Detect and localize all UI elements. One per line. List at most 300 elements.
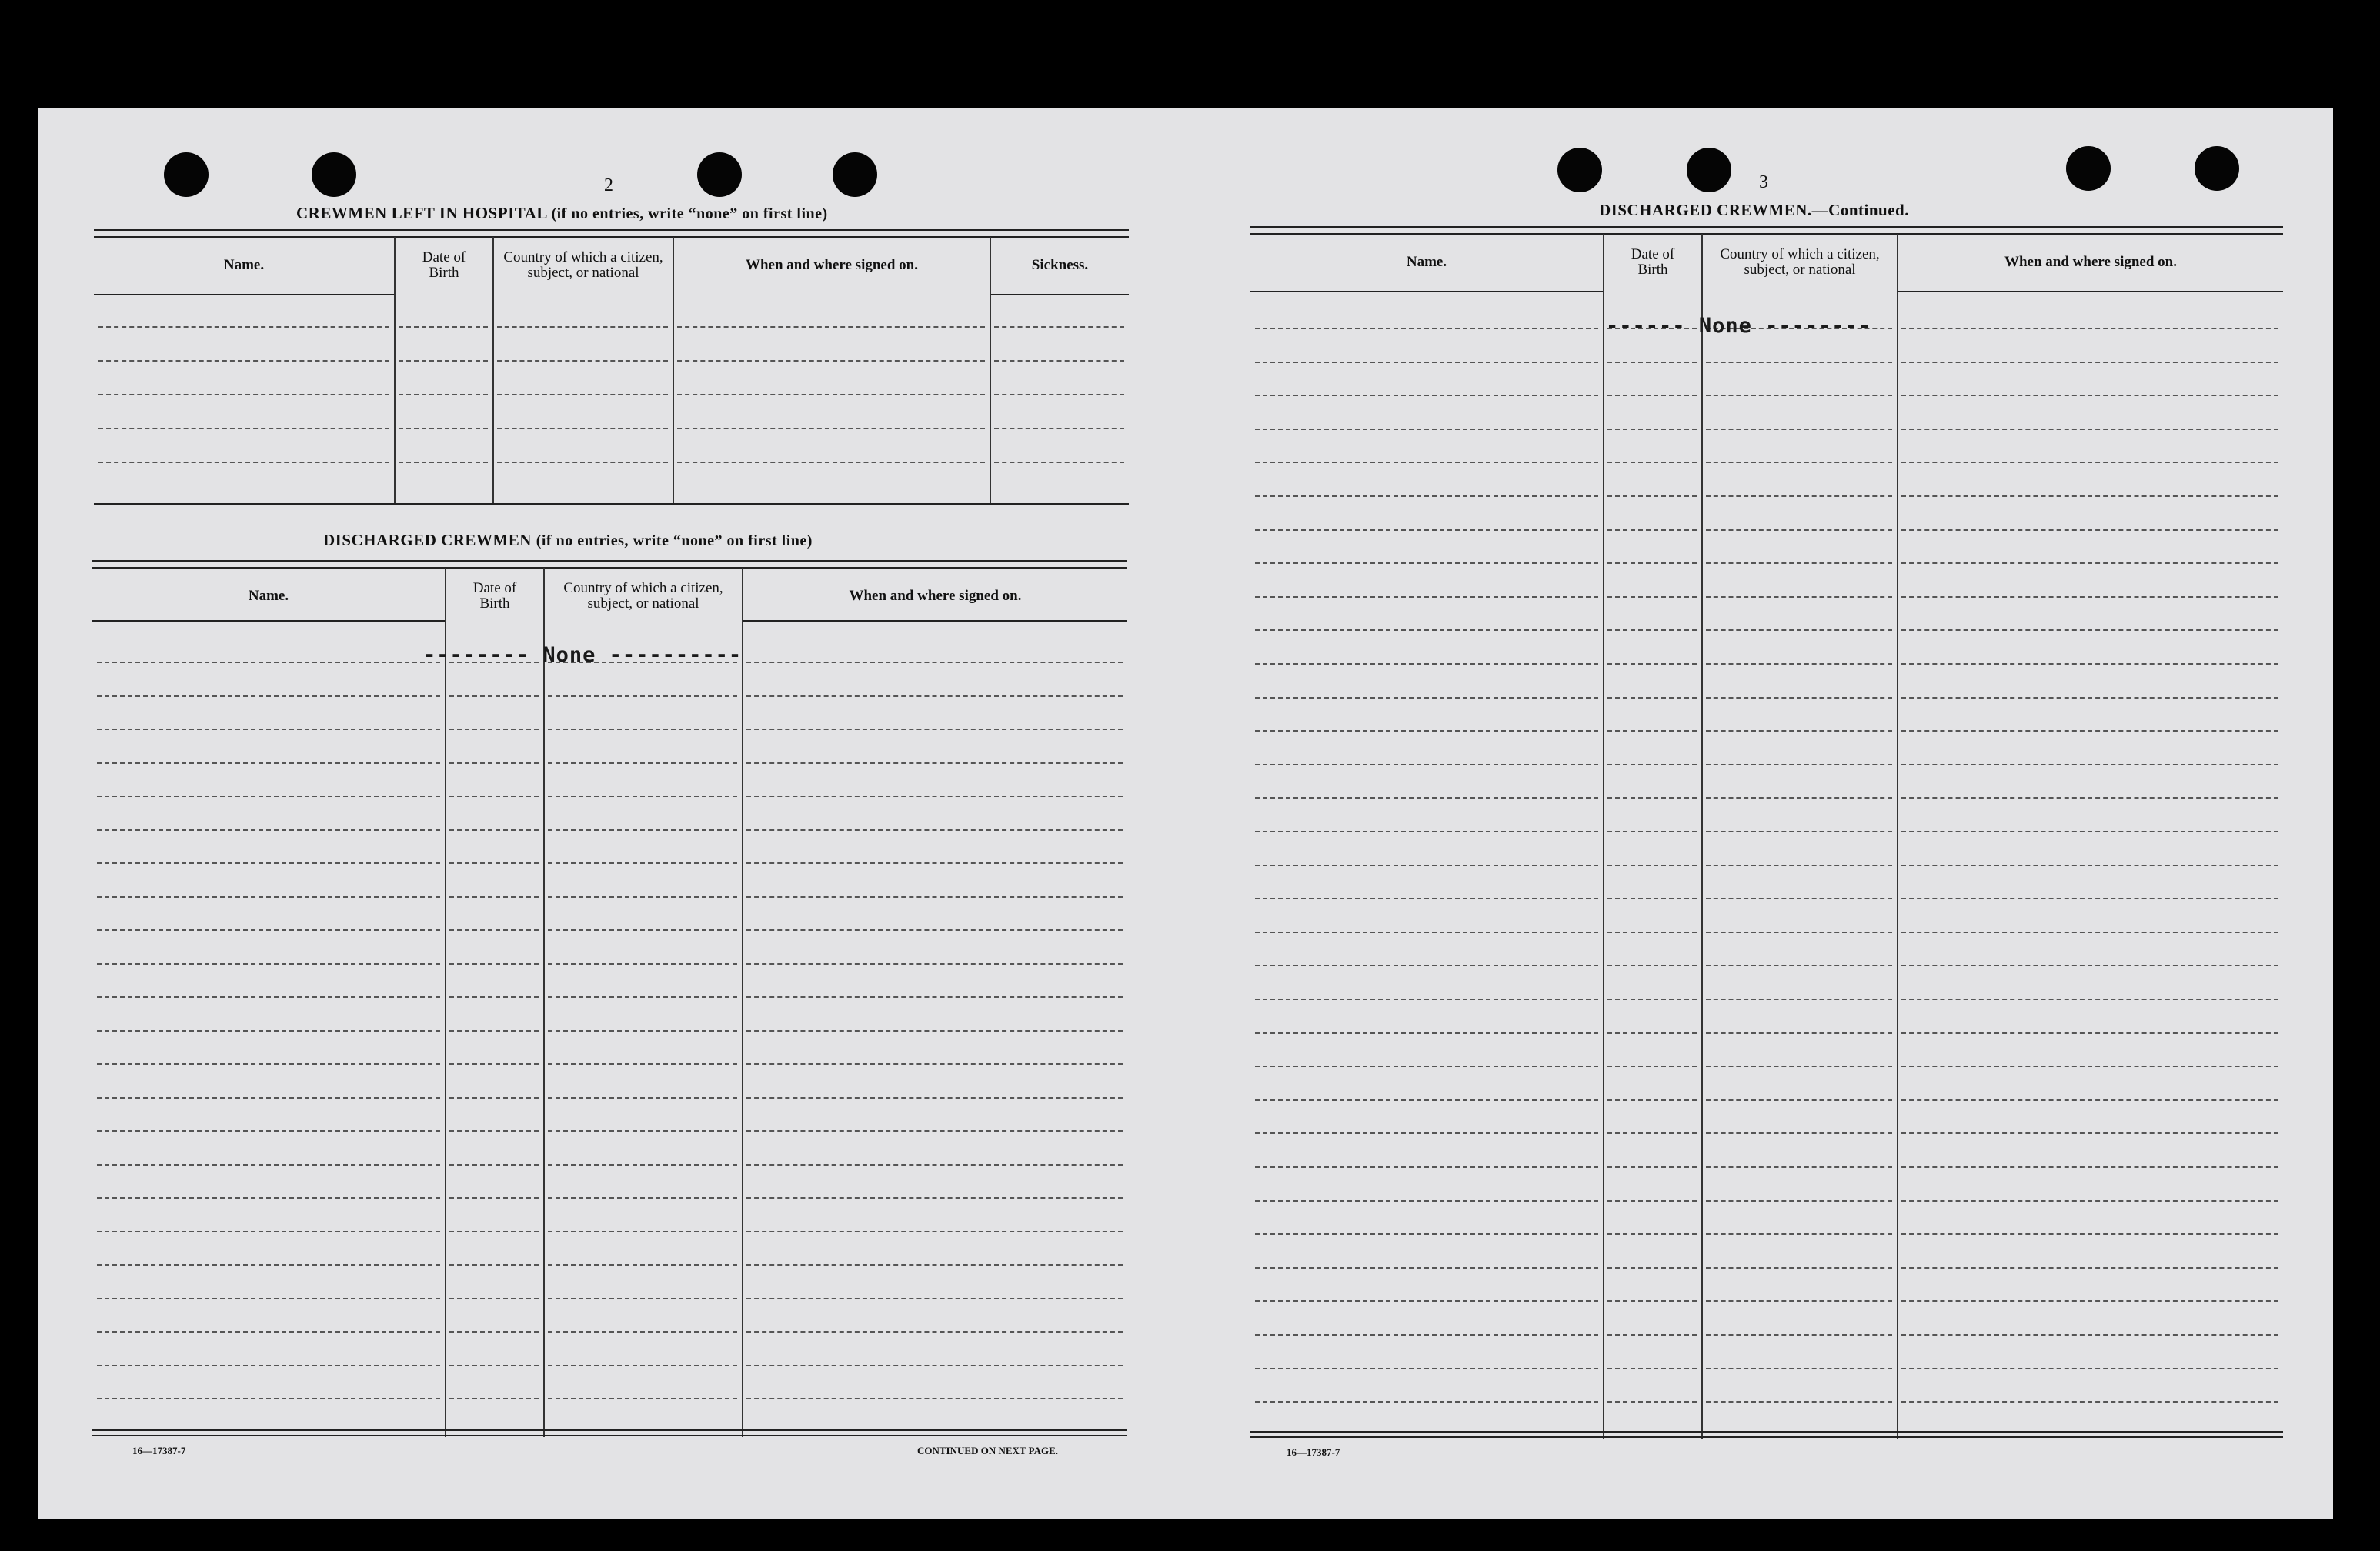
- form-line: [677, 428, 985, 429]
- form-line: [1255, 797, 1598, 799]
- header-rule: [743, 620, 1127, 622]
- form-line: [1607, 1066, 1697, 1067]
- form-line: [449, 796, 539, 797]
- form-line: [449, 1164, 539, 1166]
- form-line: [548, 963, 737, 965]
- form-line: [399, 394, 488, 395]
- table-top-rule: [92, 560, 1127, 569]
- form-line: [1901, 1132, 2278, 1134]
- form-line: [994, 360, 1124, 362]
- form-line: [1255, 495, 1598, 497]
- form-line: [1607, 797, 1697, 799]
- form-line: [1706, 764, 1892, 765]
- column-header-country: Country of which a citizen, subject, or national: [563, 580, 723, 612]
- form-line: [1901, 395, 2278, 396]
- form-line: [1607, 898, 1697, 899]
- form-line: [497, 428, 668, 429]
- form-line: [1706, 1032, 1892, 1034]
- form-line: [449, 963, 539, 965]
- form-line: [97, 1030, 440, 1032]
- form-line: [449, 1331, 539, 1333]
- form-line: [1607, 764, 1697, 765]
- form-line: [1607, 429, 1697, 430]
- form-line: [1607, 629, 1697, 631]
- entry-dashes: --------: [423, 643, 530, 667]
- column-header-dob: Date of Birth: [422, 249, 466, 281]
- form-line: [1901, 797, 2278, 799]
- header-rule: [92, 620, 445, 622]
- form-line: [1607, 730, 1697, 732]
- form-line: [1901, 362, 2278, 363]
- form-line: [1255, 965, 1598, 966]
- form-line: [449, 1130, 539, 1132]
- form-line: [1255, 328, 1598, 329]
- form-line: [497, 326, 668, 328]
- form-line: [97, 1164, 440, 1166]
- form-line: [746, 1164, 1123, 1166]
- form-line: [449, 1365, 539, 1366]
- form-line: [1901, 898, 2278, 899]
- none-entry: [423, 643, 742, 667]
- form-line: [548, 1097, 737, 1099]
- column-divider: [673, 237, 674, 503]
- form-line: [98, 428, 389, 429]
- form-line: [1607, 831, 1697, 832]
- discharged-continued-title: DISCHARGED CREWMEN.—Continued.: [1599, 201, 1909, 219]
- discharged-continued-table: [1250, 226, 2283, 1440]
- form-line: [97, 1097, 440, 1099]
- entry-dashes: ----------: [609, 643, 743, 667]
- punch-hole: [164, 152, 209, 197]
- form-line: [1901, 1099, 2278, 1101]
- page-number: 2: [604, 175, 613, 195]
- form-line: [1901, 529, 2278, 531]
- entry-dashes: --------: [1765, 314, 1872, 338]
- column-header-signed-on: When and where signed on.: [849, 588, 1022, 604]
- form-line: [1901, 1200, 2278, 1202]
- form-line: [1706, 395, 1892, 396]
- form-line: [1607, 1200, 1697, 1202]
- form-line: [1901, 932, 2278, 933]
- form-line: [1255, 1401, 1598, 1403]
- discharged-note: (if no entries, write “none” on first line): [536, 532, 813, 549]
- form-line: [1901, 1066, 2278, 1067]
- form-line: [449, 1264, 539, 1266]
- form-line: [1255, 629, 1598, 631]
- form-number: 16—17387-7: [132, 1445, 186, 1456]
- form-line: [746, 695, 1123, 697]
- form-line: [1706, 1200, 1892, 1202]
- form-line: [97, 963, 440, 965]
- form-line: [1706, 865, 1892, 866]
- page-number: 3: [1759, 172, 1768, 192]
- form-line: [746, 1197, 1123, 1199]
- form-line: [97, 1331, 440, 1333]
- form-line: [97, 796, 440, 797]
- punch-hole: [1557, 148, 1602, 192]
- form-line: [1255, 1166, 1598, 1168]
- form-line: [1255, 730, 1598, 732]
- form-line: [1255, 663, 1598, 665]
- form-line: [1255, 1233, 1598, 1235]
- form-line: [1901, 596, 2278, 598]
- column-header-name: Name.: [248, 588, 289, 604]
- form-line: [746, 1097, 1123, 1099]
- form-line: [1706, 362, 1892, 363]
- column-header-name: Name.: [223, 257, 265, 273]
- form-line: [1255, 1032, 1598, 1034]
- form-line: [1901, 1233, 2278, 1235]
- form-line: [1706, 1166, 1892, 1168]
- form-line: [1607, 395, 1697, 396]
- form-line: [1607, 932, 1697, 933]
- table-top-rule: [1250, 226, 2283, 235]
- form-line: [1706, 462, 1892, 463]
- form-line: [1607, 562, 1697, 564]
- form-line: [1901, 1300, 2278, 1302]
- form-line: [677, 462, 985, 463]
- form-line: [1607, 663, 1697, 665]
- form-line: [746, 796, 1123, 797]
- form-line: [548, 1164, 737, 1166]
- form-line: [1607, 362, 1697, 363]
- form-line: [449, 996, 539, 998]
- form-line: [1255, 932, 1598, 933]
- form-line: [1607, 697, 1697, 699]
- form-line: [1901, 629, 2278, 631]
- form-line: [994, 326, 1124, 328]
- form-line: [1607, 999, 1697, 1000]
- punch-hole: [2066, 146, 2111, 191]
- punch-hole: [1687, 148, 1731, 192]
- form-line: [1901, 429, 2278, 430]
- form-line: [746, 1398, 1123, 1399]
- form-line: [548, 695, 737, 697]
- form-line: [1901, 562, 2278, 564]
- form-line: [1255, 1300, 1598, 1302]
- form-line: [994, 428, 1124, 429]
- form-line: [97, 1231, 440, 1232]
- form-line: [449, 862, 539, 864]
- form-line: [1255, 1066, 1598, 1067]
- form-line: [449, 829, 539, 831]
- hospital-section-title: [296, 204, 828, 223]
- form-line: [1706, 629, 1892, 631]
- form-line: [97, 662, 440, 663]
- form-line: [497, 394, 668, 395]
- form-line: [98, 360, 389, 362]
- form-line: [97, 1264, 440, 1266]
- form-line: [97, 695, 440, 697]
- form-line: [1706, 529, 1892, 531]
- form-line: [1706, 1300, 1892, 1302]
- form-line: [97, 1298, 440, 1299]
- form-line: [98, 326, 389, 328]
- form-line: [1901, 1032, 2278, 1034]
- form-line: [1901, 663, 2278, 665]
- form-line: [1706, 730, 1892, 732]
- none-entry-text: None: [542, 643, 596, 667]
- form-line: [1706, 1099, 1892, 1101]
- none-entry-text: None: [1698, 314, 1752, 338]
- form-line: [677, 394, 985, 395]
- form-line: [1255, 429, 1598, 430]
- form-line: [1607, 1334, 1697, 1336]
- form-line: [548, 1130, 737, 1132]
- form-line: [1901, 730, 2278, 732]
- column-header-dob: Date of Birth: [472, 580, 517, 612]
- form-line: [449, 762, 539, 764]
- form-line: [1607, 495, 1697, 497]
- form-line: [548, 896, 737, 898]
- form-line: [746, 729, 1123, 730]
- discharged-section-title: [323, 531, 813, 550]
- form-line: [1901, 1368, 2278, 1369]
- form-line: [1706, 1334, 1892, 1336]
- form-line: [399, 462, 488, 463]
- column-header-signed-on: When and where signed on.: [2004, 254, 2177, 270]
- form-line: [677, 326, 985, 328]
- form-line: [548, 796, 737, 797]
- form-line: [1706, 1132, 1892, 1134]
- form-line: [1607, 1401, 1697, 1403]
- form-line: [1706, 898, 1892, 899]
- form-line: [1607, 1099, 1697, 1101]
- form-line: [1255, 1099, 1598, 1101]
- form-line: [1706, 495, 1892, 497]
- form-line: [548, 1197, 737, 1199]
- column-header-country: Country of which a citizen, subject, or national: [1720, 246, 1880, 278]
- column-divider: [1603, 234, 1604, 1439]
- form-line: [548, 1264, 737, 1266]
- form-line: [746, 1030, 1123, 1032]
- form-line: [97, 996, 440, 998]
- form-line: [1255, 831, 1598, 832]
- form-line: [399, 428, 488, 429]
- form-line: [548, 829, 737, 831]
- form-line: [97, 862, 440, 864]
- column-divider: [1701, 234, 1703, 1439]
- form-line: [548, 1063, 737, 1065]
- form-line: [97, 1197, 440, 1199]
- form-line: [449, 1298, 539, 1299]
- form-line: [1706, 429, 1892, 430]
- form-line: [97, 1063, 440, 1065]
- form-line: [1607, 529, 1697, 531]
- form-line: [548, 1231, 737, 1232]
- form-line: [1901, 831, 2278, 832]
- form-line: [1901, 697, 2278, 699]
- form-line: [1255, 529, 1598, 531]
- form-line: [1706, 1066, 1892, 1067]
- form-line: [746, 662, 1123, 663]
- continued-notice: CONTINUED ON NEXT PAGE.: [917, 1445, 1058, 1456]
- form-line: [449, 1030, 539, 1032]
- table-bottom-rule: [92, 1429, 1127, 1436]
- form-line: [1255, 395, 1598, 396]
- form-line: [1901, 1334, 2278, 1336]
- form-line: [1607, 1300, 1697, 1302]
- form-line: [98, 394, 389, 395]
- form-line: [1706, 697, 1892, 699]
- form-line: [449, 896, 539, 898]
- form-line: [1706, 932, 1892, 933]
- form-line: [548, 1365, 737, 1366]
- form-line: [994, 462, 1124, 463]
- column-header-signed-on: When and where signed on.: [745, 257, 918, 273]
- form-line: [1607, 1166, 1697, 1168]
- form-line: [746, 1063, 1123, 1065]
- form-line: [1706, 1401, 1892, 1403]
- form-line: [1706, 1368, 1892, 1369]
- column-header-sickness: Sickness.: [1031, 257, 1089, 273]
- form-line: [1607, 1132, 1697, 1134]
- header-rule: [991, 294, 1129, 295]
- form-line: [548, 929, 737, 931]
- header-rule: [1250, 291, 1603, 292]
- form-line: [1706, 797, 1892, 799]
- form-line: [1255, 362, 1598, 363]
- form-line: [1901, 999, 2278, 1000]
- form-line: [97, 729, 440, 730]
- form-line: [746, 1231, 1123, 1232]
- form-line: [497, 462, 668, 463]
- form-line: [399, 326, 488, 328]
- form-line: [746, 1365, 1123, 1366]
- form-line: [1255, 764, 1598, 765]
- form-line: [1255, 1132, 1598, 1134]
- form-line: [994, 394, 1124, 395]
- form-line: [746, 1130, 1123, 1132]
- form-line: [97, 1365, 440, 1366]
- form-line: [1706, 663, 1892, 665]
- hospital-title: CREWMEN LEFT IN HOSPITAL: [296, 204, 547, 222]
- hospital-table: [94, 229, 1129, 505]
- table-bottom-rule: [94, 503, 1129, 505]
- column-header-dob: Date of Birth: [1631, 246, 1675, 278]
- form-number: 16—17387-7: [1287, 1446, 1340, 1458]
- table-top-rule: [94, 229, 1129, 238]
- form-line: [1901, 462, 2278, 463]
- form-line: [1255, 999, 1598, 1000]
- form-line: [1255, 1267, 1598, 1269]
- form-line: [1901, 495, 2278, 497]
- form-line: [1255, 697, 1598, 699]
- form-line: [1255, 462, 1598, 463]
- form-line: [746, 963, 1123, 965]
- form-line: [1255, 562, 1598, 564]
- entry-dashes: ------: [1606, 314, 1686, 338]
- punch-hole: [833, 152, 877, 197]
- form-line: [97, 1130, 440, 1132]
- form-line: [746, 896, 1123, 898]
- form-line: [1607, 1267, 1697, 1269]
- form-line: [1607, 1032, 1697, 1034]
- form-line: [1255, 1334, 1598, 1336]
- form-line: [449, 1231, 539, 1232]
- form-line: [1706, 965, 1892, 966]
- form-line: [548, 729, 737, 730]
- form-line: [1706, 1233, 1892, 1235]
- form-line: [497, 360, 668, 362]
- form-line: [548, 862, 737, 864]
- hospital-note: (if no entries, write “none” on first line): [551, 205, 828, 222]
- column-divider: [990, 237, 991, 503]
- punch-hole: [697, 152, 742, 197]
- form-line: [1706, 1267, 1892, 1269]
- form-line: [449, 1197, 539, 1199]
- form-line: [449, 1097, 539, 1099]
- discharged-table: [92, 560, 1127, 1439]
- form-line: [97, 929, 440, 931]
- column-divider: [1897, 234, 1898, 1439]
- form-line: [1255, 898, 1598, 899]
- form-line: [746, 829, 1123, 831]
- form-line: [449, 929, 539, 931]
- form-line: [1901, 1267, 2278, 1269]
- column-divider: [742, 568, 743, 1437]
- form-line: [449, 1398, 539, 1399]
- form-line: [1706, 831, 1892, 832]
- form-line: [449, 729, 539, 730]
- discharged-title: DISCHARGED CREWMEN: [323, 531, 532, 549]
- form-line: [1255, 1200, 1598, 1202]
- form-line: [1901, 865, 2278, 866]
- form-line: [746, 1298, 1123, 1299]
- form-line: [548, 762, 737, 764]
- table-bottom-rule: [1250, 1431, 2283, 1438]
- punch-hole: [312, 152, 356, 197]
- form-line: [548, 1030, 737, 1032]
- form-line: [746, 862, 1123, 864]
- form-line: [746, 929, 1123, 931]
- form-line: [1706, 562, 1892, 564]
- form-line: [97, 762, 440, 764]
- form-line: [97, 1398, 440, 1399]
- form-line: [548, 1398, 737, 1399]
- form-line: [1607, 462, 1697, 463]
- form-line: [1901, 965, 2278, 966]
- form-line: [746, 996, 1123, 998]
- form-line: [98, 462, 389, 463]
- form-line: [1901, 328, 2278, 329]
- form-line: [1901, 764, 2278, 765]
- form-line: [1607, 965, 1697, 966]
- form-line: [1706, 596, 1892, 598]
- column-divider: [394, 237, 396, 503]
- form-line: [548, 996, 737, 998]
- header-rule: [94, 294, 394, 295]
- column-divider: [445, 568, 446, 1437]
- form-line: [1255, 596, 1598, 598]
- form-line: [1607, 596, 1697, 598]
- form-line: [1255, 865, 1598, 866]
- form-line: [1706, 999, 1892, 1000]
- form-line: [746, 1264, 1123, 1266]
- form-line: [1901, 1401, 2278, 1403]
- header-rule: [1898, 291, 2283, 292]
- column-header-name: Name.: [1406, 254, 1447, 270]
- column-divider: [492, 237, 494, 503]
- form-line: [449, 695, 539, 697]
- form-line: [548, 1331, 737, 1333]
- form-line: [97, 829, 440, 831]
- form-line: [1607, 865, 1697, 866]
- form-line: [449, 1063, 539, 1065]
- form-line: [97, 896, 440, 898]
- form-line: [1607, 1368, 1697, 1369]
- column-divider: [543, 568, 545, 1437]
